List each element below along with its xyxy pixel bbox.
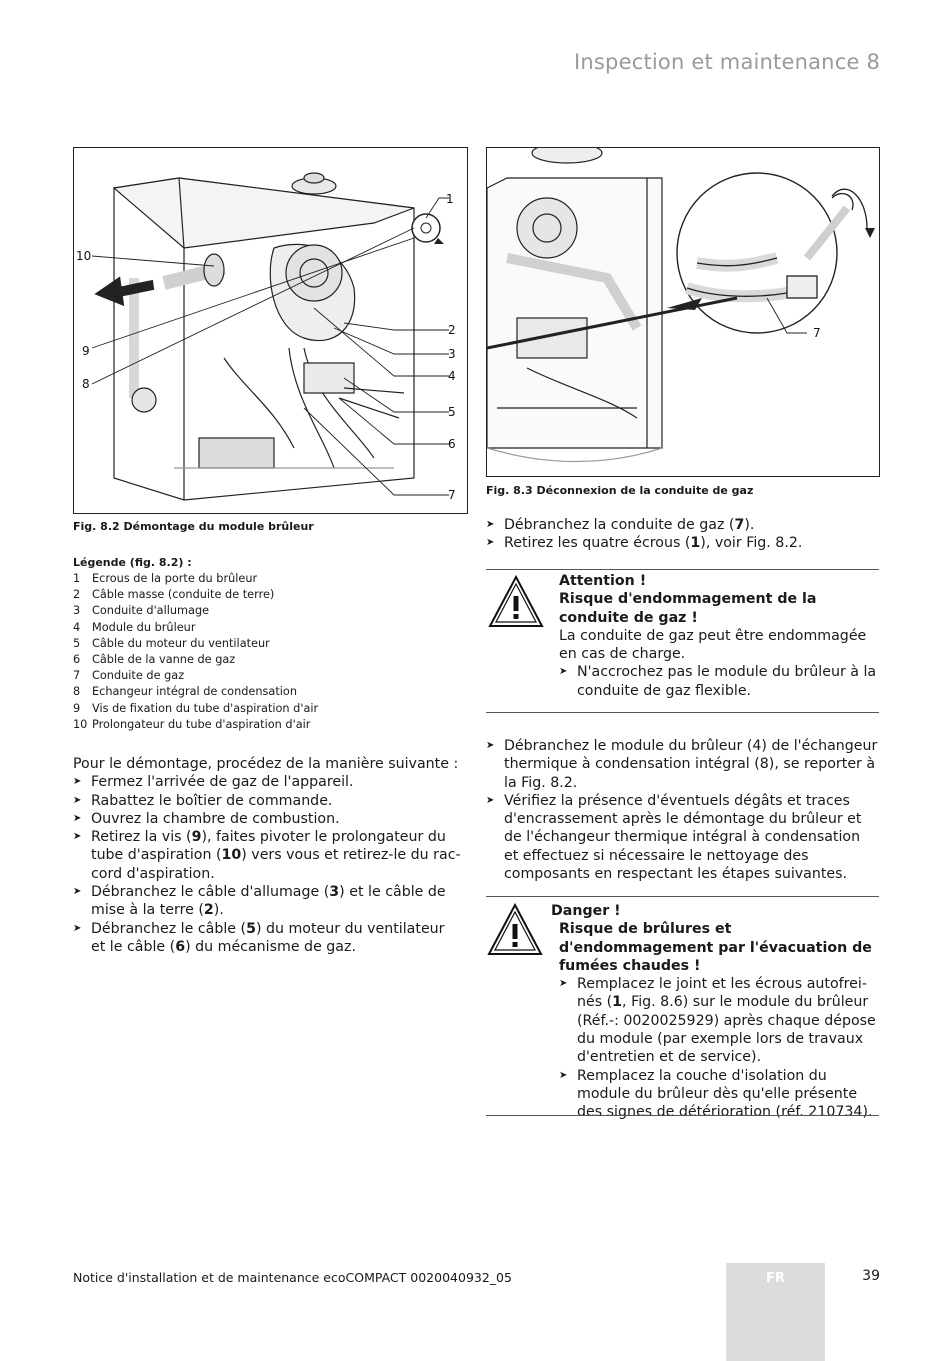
procedure-step: ➤ Rabattez le boîtier de commande. [73, 792, 463, 810]
danger-label: Danger ! [551, 903, 621, 919]
callout-9: 9 [82, 344, 90, 358]
procedure-step: ➤ Débranchez le module du brûleur (4) de l'échangeur thermique à condensation intégral (8), se reporter à la Fig. 8.2. [486, 737, 878, 792]
footer-text: Notice d'installation et de maintenance ecoCOMPACT 0020040932_05 [73, 1270, 512, 1285]
boiler-illustration [74, 148, 467, 513]
warning-triangle-icon [488, 574, 544, 630]
attention-bullet: ➤ N'accrochez pas le module du brûleur à la conduite de gaz flexible. [559, 663, 881, 700]
detail-circle [412, 214, 440, 242]
callout-4: 4 [448, 369, 456, 383]
procedure-step: ➤ Débranchez la conduite de gaz (7). [486, 516, 878, 534]
divider [486, 896, 879, 897]
legend-item: 5 Câble du moteur du ventilateur [73, 636, 270, 650]
legend-list [73, 571, 463, 733]
divider [486, 569, 879, 570]
figure-8-3-caption: Fig. 8.3 Déconnexion de la conduite de gaz [486, 484, 754, 497]
attention-text: La conduite de gaz peut être endommagée en cas de charge. [559, 627, 867, 663]
attention-title: Risque d'endommagement de la conduite de gaz ! [559, 591, 817, 626]
language-label: FR [766, 1271, 785, 1286]
figure-8-3 [486, 147, 880, 477]
legend-item: 7 Conduite de gaz [73, 669, 185, 683]
right-steps-middle [486, 737, 878, 883]
procedure-step: ➤ Débranchez le câble (5) du moteur du ventilateur et le câble (6) du mécanisme de gaz. [73, 920, 463, 957]
callout-6: 6 [448, 437, 456, 451]
callout-5: 5 [448, 405, 456, 419]
callout-3: 3 [448, 347, 456, 361]
callout-7: 7 [448, 488, 456, 502]
divider [486, 1115, 879, 1116]
figure-8-2-caption: Fig. 8.2 Démontage du module brûleur [73, 520, 314, 533]
procedure-step: ➤ Vérifiez la présence d'éventuels dégâts et traces d'encrassement après le démontage du brûleur et de l'échangeur thermique intégral à condensation et effectuez si nécessaire le nettoyage des composants en respectant les étapes suivantes. [486, 792, 878, 883]
procedure-intro: Pour le démontage, procédez de la manière suivante : [73, 756, 459, 772]
procedure-step: ➤ Fermez l'arrivée de gaz de l'appareil. [73, 773, 463, 791]
legend-item: 1 Ecrous de la porte du brûleur [73, 572, 258, 585]
page-header-title: Inspection et maintenance 8 [574, 50, 880, 74]
danger-bullet: ➤ Remplacez la couche d'isolation du module du brûleur dès qu'elle présente des signes de détérioration (réf. 210734). [559, 1067, 879, 1122]
page-number: 39 [862, 1268, 880, 1284]
pull-arrow-icon [667, 298, 702, 310]
pull-arrow-icon [92, 272, 156, 310]
gas-pipe-illustration [487, 148, 879, 476]
legend-title: Légende (fig. 8.2) : [73, 556, 192, 569]
figure-8-2 [73, 147, 468, 514]
language-tab [726, 1263, 825, 1361]
legend-item: 2 Câble masse (conduite de terre) [73, 588, 275, 602]
right-steps-top [486, 516, 878, 553]
danger-block [551, 902, 879, 1122]
legend [73, 556, 463, 733]
callout-7: 7 [813, 326, 821, 340]
procedure-step: ➤ Débranchez le câble d'allumage (3) et le câble de mise à la terre (2). [73, 883, 463, 920]
callout-8: 8 [82, 377, 90, 391]
procedure-step: ➤ Ouvrez la chambre de combustion. [73, 810, 463, 828]
legend-item: 8 Echangeur intégral de condensation [73, 685, 297, 699]
danger-triangle-icon [487, 902, 543, 958]
attention-label: Attention ! [559, 573, 647, 589]
attention-block [559, 572, 881, 700]
procedure-step: ➤ Retirez les quatre écrous (1), voir Fig. 8.2. [486, 534, 878, 552]
procedure-steps [73, 773, 463, 956]
legend-item: 9 Vis de fixation du tube d'aspiration d'air [73, 701, 319, 715]
legend-item: 3 Conduite d'allumage [73, 604, 210, 618]
callout-2: 2 [448, 323, 456, 337]
danger-bullet: ➤ Remplacez le joint et les écrous autofrei-nés (1, Fig. 8.6) sur le module du brûleur (Réf.-: 0020025929) après chaque dépose du module (par exemple lors de travaux d'entretien et de service). [559, 975, 879, 1066]
procedure-step: ➤ Retirez la vis (9), faites pivoter le prolongateur du tube d'aspiration (10) vers vous et retirez-le du rac-cord d'aspiration. [73, 828, 463, 883]
legend-item: 4 Module du brûleur [73, 620, 196, 634]
legend-item: 6 Câble de la vanne de gaz [73, 653, 236, 667]
left-procedure [73, 755, 463, 956]
callout-1: 1 [446, 192, 454, 206]
rotate-arrow-icon [865, 228, 875, 238]
callout-10: 10 [76, 249, 92, 263]
danger-title: Risque de brûlures et d'endommagement par l'évacuation de fumées chaudes ! [559, 921, 872, 974]
divider [486, 712, 879, 713]
legend-item: 10 Prolongateur du tube d'aspiration d'air [73, 717, 311, 731]
